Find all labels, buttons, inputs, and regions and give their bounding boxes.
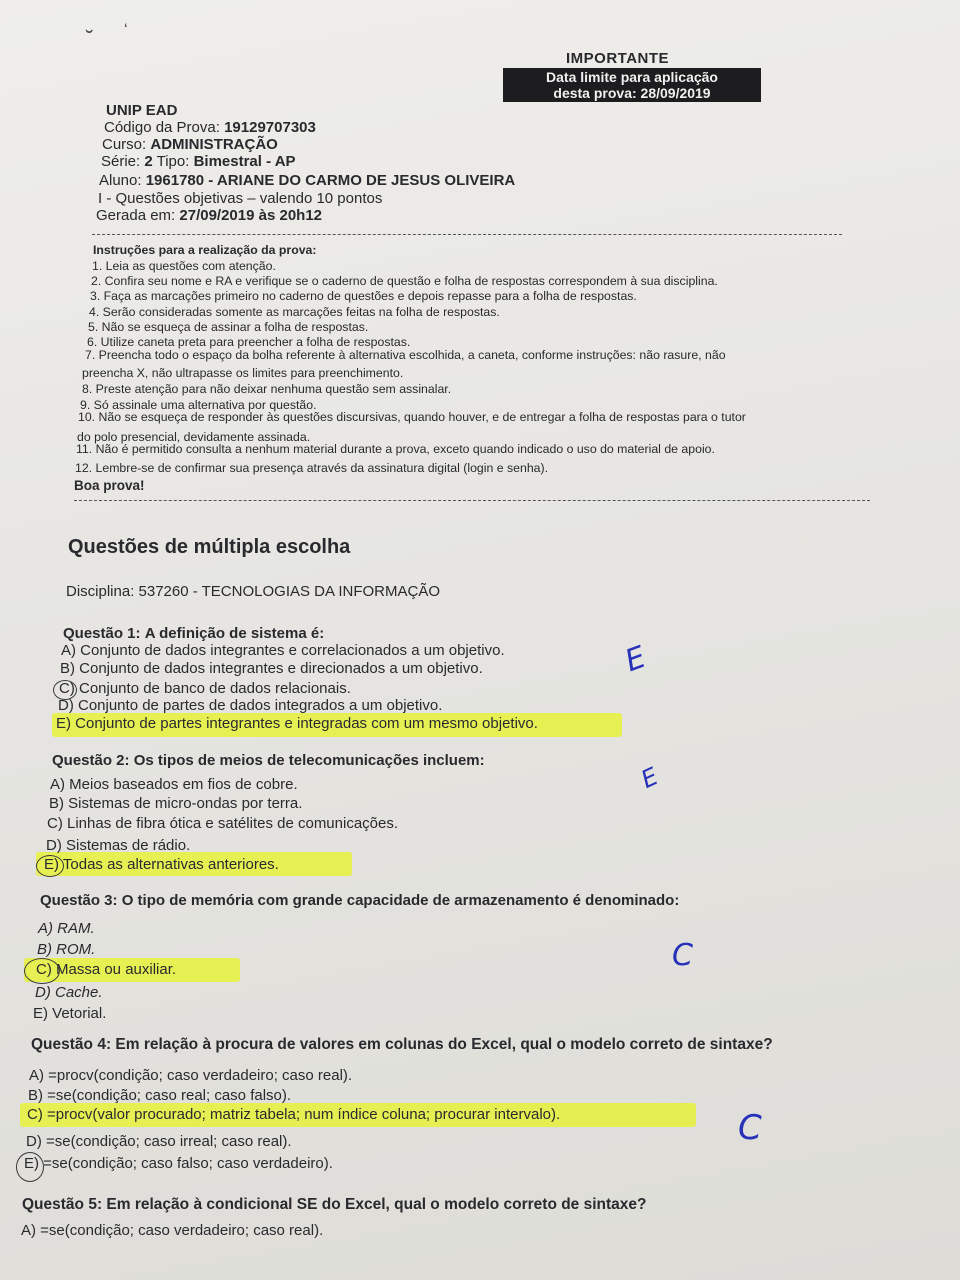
- instruction-item: 4. Serão consideradas somente as marcações feitas na folha de respostas.: [89, 305, 500, 319]
- option-e[interactable]: E) Conjunto de partes integrantes e integradas com um mesmo objetivo.: [56, 715, 538, 732]
- handwritten-answer: C: [738, 1108, 762, 1148]
- handwritten-answer: E: [636, 762, 663, 794]
- course-label: Curso:: [102, 136, 147, 153]
- question-text: Os tipos de meios de telecomunicações incluem:: [133, 752, 485, 769]
- instruction-item: 11. Não é permitido consulta a nenhum material durante a prova, exceto quando indicado o uso do material de apoio.: [76, 442, 715, 456]
- generated-date: 27/09/2019 às 20h12: [179, 207, 323, 224]
- course: ADMINISTRAÇÃO: [150, 136, 278, 153]
- instruction-item: 3. Faça as marcações primeiro no caderno de questões e depois repasse para a folha de respostas.: [90, 289, 637, 303]
- instruction-item: preencha X, não ultrapasse os limites para preenchimento.: [82, 366, 404, 380]
- question-label: Questão 1:: [63, 625, 141, 642]
- pencil-circle-mark: [24, 958, 60, 984]
- closing-text: Boa prova!: [74, 478, 145, 493]
- question-text: Em relação à condicional SE do Excel, qual o modelo correto de sintaxe?: [106, 1196, 647, 1213]
- divider: [92, 234, 842, 235]
- option-a[interactable]: A) =procv(condição; caso verdadeiro; caso real).: [29, 1067, 353, 1084]
- option-e[interactable]: E) Todas as alternativas anteriores.: [44, 856, 279, 873]
- instructions-title: Instruções para a realização da prova:: [93, 243, 317, 257]
- instruction-item: 9. Só assinale uma alternativa por questão.: [80, 398, 317, 412]
- option-a[interactable]: A) Meios baseados em fios de cobre.: [50, 776, 298, 793]
- handwritten-answer: C: [672, 938, 693, 973]
- question-3: [40, 892, 679, 909]
- question-2: [52, 752, 485, 769]
- divider: [74, 500, 870, 501]
- instruction-item: do polo presencial, devidamente assinada.: [77, 430, 311, 444]
- question-text: O tipo de memória com grande capacidade de armazenamento é denominado:: [121, 892, 680, 909]
- instruction-item: 5. Não se esqueça de assinar a folha de respostas.: [88, 320, 369, 334]
- discipline: Disciplina: 537260 - TECNOLOGIAS DA INFORMAÇÃO: [66, 583, 441, 600]
- question-text: A definição de sistema é:: [144, 625, 325, 642]
- section-title: Questões de múltipla escolha: [68, 536, 351, 558]
- option-d[interactable]: D) =se(condição; caso irreal; caso real).: [26, 1133, 292, 1150]
- series-row: [101, 153, 296, 170]
- deadline-line-2: desta prova: 28/09/2019: [553, 85, 711, 101]
- exam-type: Bimestral - AP: [193, 153, 296, 170]
- pencil-circle-mark: [53, 680, 77, 700]
- pencil-circle-mark: [36, 855, 64, 877]
- student-row: [99, 172, 515, 189]
- exam-code: 19129707303: [224, 119, 316, 136]
- pencil-circle-mark: [16, 1152, 44, 1182]
- instruction-item: 10. Não se esqueça de responder às questões discursivas, quando houver, e de entregar a folha de respostas para o tutor: [78, 410, 746, 424]
- type-label: Tipo:: [156, 153, 190, 170]
- series: 2: [144, 153, 153, 170]
- option-a[interactable]: A) RAM.: [38, 920, 95, 937]
- student-name: 1961780 - ARIANE DO CARMO DE JESUS OLIVEIRA: [145, 172, 516, 189]
- generated-label: Gerada em:: [96, 207, 176, 224]
- question-5: [22, 1196, 647, 1214]
- deadline-box: [503, 68, 761, 102]
- important-title: IMPORTANTE: [566, 50, 670, 67]
- option-b[interactable]: B) ROM.: [37, 941, 96, 958]
- course-row: [102, 136, 278, 153]
- objective-note: I - Questões objetivas – valendo 10 pontos: [98, 190, 383, 207]
- question-text: Em relação à procura de valores em colunas do Excel, qual o modelo correto de sintaxe?: [115, 1036, 773, 1053]
- institution: UNIP EAD: [106, 102, 178, 119]
- instruction-item: 8. Preste atenção para não deixar nenhuma questão sem assinalar.: [82, 382, 452, 396]
- instruction-item: 12. Lembre-se de confirmar sua presença através da assinatura digital (login e senha).: [75, 461, 549, 475]
- instruction-item: 6. Utilize caneta preta para preencher a folha de respostas.: [87, 335, 411, 349]
- option-c[interactable]: C) Linhas de fibra ótica e satélites de comunicações.: [47, 815, 399, 832]
- option-e[interactable]: E) =se(condição; caso falso; caso verdadeiro).: [24, 1155, 333, 1172]
- series-label: Série:: [101, 153, 141, 170]
- option-b[interactable]: B) Sistemas de micro-ondas por terra.: [49, 795, 303, 812]
- option-c[interactable]: C) Conjunto de banco de dados relacionais.: [59, 680, 351, 697]
- student-label: Aluno:: [99, 172, 142, 189]
- option-d[interactable]: D) Sistemas de rádio.: [46, 837, 191, 854]
- question-4: [31, 1036, 773, 1054]
- exam-code-row: [104, 119, 316, 136]
- stray-mark: ˘: [86, 26, 94, 51]
- option-a[interactable]: A) Conjunto de dados integrantes e correlacionados a um objetivo.: [61, 642, 505, 659]
- option-c[interactable]: C) Massa ou auxiliar.: [36, 961, 177, 978]
- exam-code-label: Código da Prova:: [104, 119, 220, 136]
- question-label: Questão 2:: [52, 752, 130, 769]
- question-label: Questão 5:: [22, 1196, 103, 1213]
- instruction-item: 1. Leia as questões com atenção.: [92, 259, 276, 273]
- generated-row: [96, 207, 322, 224]
- option-e[interactable]: E) Vetorial.: [33, 1005, 107, 1022]
- question-label: Questão 4:: [31, 1036, 112, 1053]
- stray-mark: ʻ: [124, 22, 128, 39]
- question-1: [63, 625, 324, 642]
- option-c[interactable]: C) =procv(valor procurado; matriz tabela; num índice coluna; procurar intervalo).: [27, 1106, 561, 1123]
- instruction-item: 2. Confira seu nome e RA e verifique se o caderno de questão e folha de respostas correspondem à sua disciplina.: [91, 274, 718, 288]
- deadline-line-1: Data limite para aplicação: [546, 69, 718, 85]
- question-label: Questão 3:: [40, 892, 118, 909]
- option-b[interactable]: B) =se(condição; caso real; caso falso).: [28, 1087, 292, 1104]
- option-a[interactable]: A) =se(condição; caso verdadeiro; caso real).: [21, 1222, 324, 1239]
- option-d[interactable]: D) Cache.: [35, 984, 103, 1001]
- option-b[interactable]: B) Conjunto de dados integrantes e direcionados a um objetivo.: [60, 660, 483, 677]
- handwritten-answer: E: [620, 639, 651, 680]
- option-d[interactable]: D) Conjunto de partes de dados integrados a um objetivo.: [58, 697, 443, 714]
- instruction-item: 7. Preencha todo o espaço da bolha referente à alternativa escolhida, a caneta, conforme instruções: não rasure, não: [85, 348, 726, 362]
